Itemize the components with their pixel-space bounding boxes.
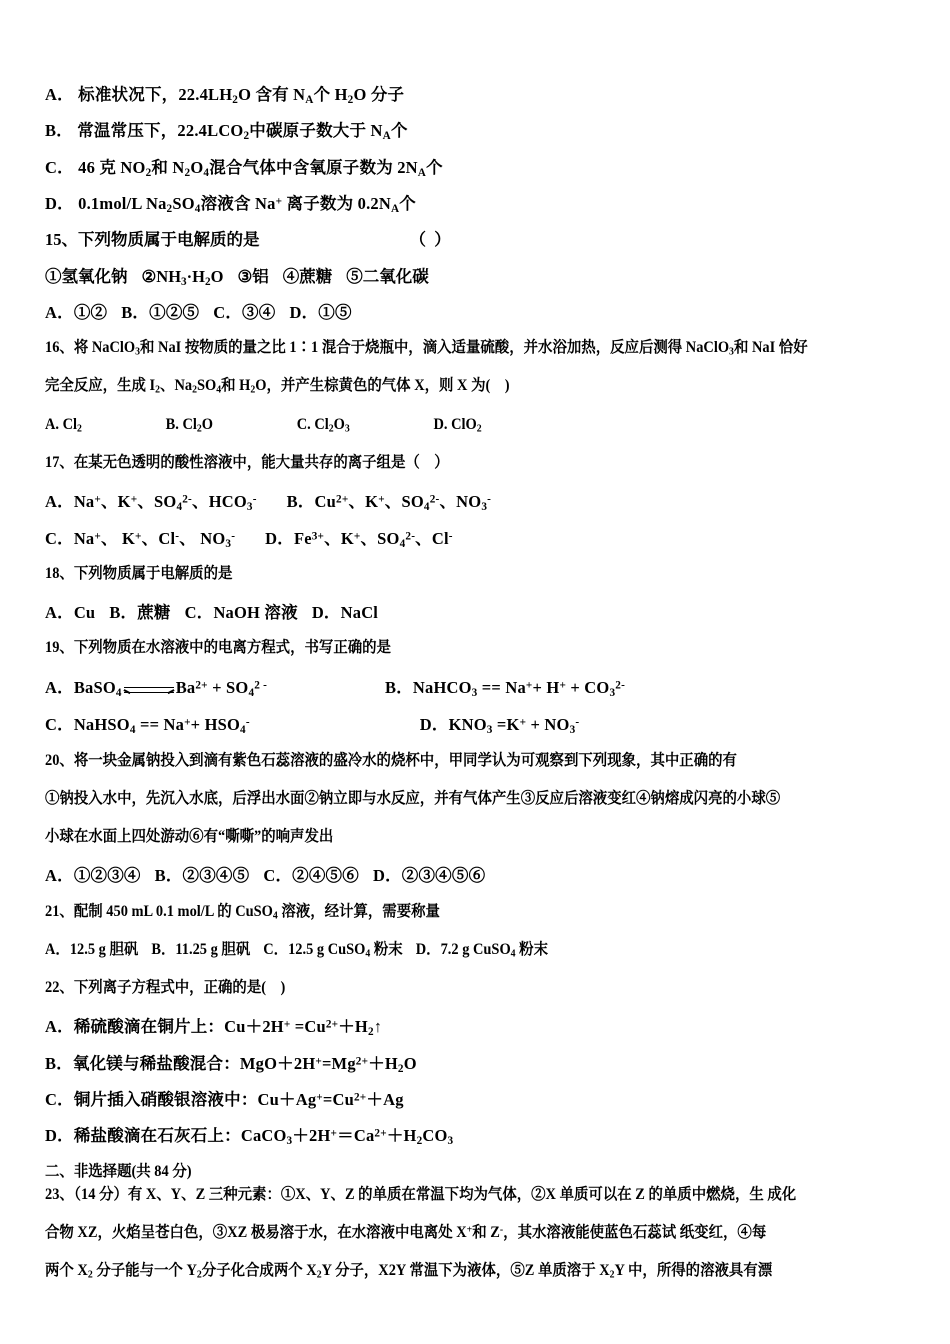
q16-options-row [45,417,854,433]
q19-option-a[interactable]: A．BaSO$_4$ $Ba^{2+} + SO_4^{2 -}$ [45,677,267,699]
q21-option-b[interactable]: B．11.25 g 胆矾 [151,940,251,958]
q19-options-row-1 [45,679,915,697]
q15-substance-list: ①氢氧化钠 $②NH_3\cdot H_2O$ ③铝 ④蔗糖 ⑤二氧化碳 [45,266,429,288]
q14-option-c-label: C． [45,157,74,177]
q14-option-c: C． 46 克 $NO_2$和 $N_2O_4$混合气体中含氧原子数为 $2N_A$个 [45,157,443,179]
q23-stem-line3: 两个 $X_2$ 分子能与一个 $Y_2$分子化合成两个 $X_2Y$ 分子，X2Y 常温下为液体，⑤Z 单质溶于 $X_2Y$ 中，所得的溶液具有漂 [45,1262,773,1282]
q18-option-b[interactable]: B．蔗糖 [109,603,171,623]
q20-option-d[interactable]: D．②③④⑤⑥ [372,866,486,886]
q18-options-row [45,604,915,621]
q22-number: 22、 [45,979,74,997]
gas-evolution-arrow-icon: ↑ [373,1017,383,1037]
q14-option-a: A． 标准状况下，$22.4LH_2O$ 含有 $N_A$个 $H_2O$ 分子 [45,85,405,106]
q22-option-c[interactable]: C．铜片插入硝酸银溶液中：$Cu+Ag^+=Cu^{2+}+Ag$ [45,1090,404,1110]
q17-number: 17、 [45,453,74,471]
q17-stem: 17、在某无色透明的酸性溶液中，能大量共存的离子组是（ ） [45,453,449,471]
q18-stem: 18、下列物质属于电解质的是 [45,564,233,582]
q22-option-a-label: A． [45,1017,74,1037]
q21-options-row [45,942,854,958]
q14-option-d-label: D． [45,193,74,213]
q17-option-d[interactable]: D．$Fe^{3+}$、K+、$SO_4^{2-}$、Cl- [265,528,453,550]
q17-option-b[interactable]: B．$Cu^{2+}$、K+、$SO_4^{2-}$、$NO_3^-$ [286,492,492,514]
q15-option-b[interactable]: B．①②⑤ [121,302,200,322]
q21-option-c[interactable]: C．12.5 g CuSO$_4$ 粉末 [263,940,403,960]
q16-stem-line1: 16、将 NaClO$_3$和 NaI 按物质的量之比 1∶1 混合于烧瓶中，滴入适量硫酸，并水浴加热，反应后测得 NaClO$_3$和 NaI 恰好 [45,339,808,358]
q17-option-c[interactable]: C．Na+、 K+、Cl-、 $NO_3^-$ [45,528,236,550]
q16-option-d[interactable]: D. ClO$_2$ [433,415,482,435]
q19-option-c[interactable]: C．NaHSO$_4$ == $Na^++ HSO_4^-$ [45,715,250,736]
q18-option-d[interactable]: D．NaCl [311,603,379,623]
q22-option-d-label: D． [45,1126,74,1146]
q22-option-d[interactable]: D．稀盐酸滴在石灰石上：$CaCO_3+2H^+=Ca^{2+}+H_2CO_3$ [45,1126,454,1148]
q20-option-c[interactable]: C．②④⑤⑥ [263,866,359,886]
q23-stem-line2: 合物 XZ，火焰呈苍白色，③XZ 极易溶于水，在水溶液中电离处 X+和 Z-，其水溶液能使蓝色石蕊试 纸变红，④每 [45,1224,767,1242]
q23-number: 23、 [45,1185,74,1203]
q21-stem: 21、配制 450 mL 0.1 mol/L 的 CuSO$_4$ 溶液，经计算，需要称量 [45,902,440,922]
q21-number: 21、 [45,902,74,920]
q19-option-d[interactable]: D．$KNO_3 =K^+ + NO_3^-$ [419,715,580,736]
q16-number: 16、 [45,339,74,357]
equilibrium-arrow-icon [122,681,176,698]
q19-option-b[interactable]: B．NaHCO$_3$ == $Na^++ H^+ + CO_3^{2-}$ [385,677,626,699]
q15-option-a[interactable]: A．①② [45,302,108,322]
q20-stem-line2: ①钠投入水中，先沉入水底，后浮出水面②钠立即与水反应，并有气体产生③反应后溶液变红④钠熔成闪亮的小球⑤ [45,789,781,807]
q15-answer-blank[interactable]: （ ） [409,230,451,250]
q22-option-a[interactable]: A．稀硫酸滴在铜片上：$Cu+2H^+ =Cu^{2+}+H_2↑$ [45,1017,383,1039]
q20-options-row [45,867,915,884]
q23-points: （14 分） [73,1185,128,1203]
q22-option-c-label: C． [45,1090,74,1110]
exam-body-column [45,86,915,1302]
q16-stem-line2: 完全反应，生成 $I_2$、$Na_2SO_4$和 $H_2O$，并产生棕黄色的气体 X，则 X 为( ) [45,377,510,397]
q23-stem-line1: 23、（14 分）有 X、Y、Z 三种元素：①X、Y、Z 的单质在常温下均为气体，②X 单质可以在 Z 的单质中燃烧，生 成化 [45,1185,797,1203]
q22-option-b[interactable]: B．氧化镁与稀盐酸混合：$MgO+2H^+=Mg^{2+}+H_2O$ [45,1053,417,1075]
q15-option-c[interactable]: C．③④ [213,302,276,322]
q15-options-row [45,304,915,321]
q14-option-d: D． 0.1mol/L $Na_2SO_4$溶液含 Na+ 离子数为 $0.2N_A$个 [45,193,416,215]
q21-option-a[interactable]: A．12.5 g 胆矾 [45,940,139,958]
q17-option-a[interactable]: A．Na+、K+、$SO_4^{2-}$、$HCO_3^-$ [45,492,257,514]
q19-options-row-2 [45,715,915,736]
q22-option-b-label: B． [45,1053,73,1073]
q20-option-b[interactable]: B．②③④⑤ [154,866,250,886]
q15-stem: 15、下列物质属于电解质的是 （ ） [45,230,451,250]
q20-stem-line3: 小球在水面上四处游动⑥有“嘶嘶”的响声发出 [45,828,334,846]
q15-number: 15、 [45,230,78,250]
section-2-heading: 二、非选择题(共 84 分) [45,1162,192,1180]
q18-option-a[interactable]: A．Cu [45,603,96,623]
q21-option-d[interactable]: D．7.2 g CuSO$_4$ 粉末 [415,940,549,960]
q16-option-a[interactable]: A. $Cl_2$ [45,415,82,435]
q14-option-a-label: A． [45,85,74,104]
q14-option-b-label: B． [45,121,73,141]
q20-number: 20、 [45,751,74,769]
q19-stem: 19、下列物质在水溶液中的电离方程式，书写正确的是 [45,639,391,657]
q18-option-c[interactable]: C．NaOH 溶液 [184,603,298,623]
q16-option-b[interactable]: B. $Cl_2O$ [165,415,213,435]
q14-option-b: B． 常温常压下，$22.4LCO_2$中碳原子数大于 $N_A$个 [45,121,408,143]
q18-number: 18、 [45,564,74,582]
q20-option-a[interactable]: A．①②③④ [45,866,141,886]
q15-option-d[interactable]: D．①⑤ [289,302,352,322]
q16-option-c[interactable]: C. $Cl_2O_3$ [296,415,350,435]
q17-options-row-1 [45,492,915,514]
q19-number: 19、 [45,639,74,657]
q22-stem: 22、下列离子方程式中，正确的是( ) [45,979,286,997]
q17-options-row-2 [45,528,915,550]
q20-stem-line1: 20、将一块金属钠投入到滴有紫色石蕊溶液的盛冷水的烧杯中，甲同学认为可观察到下列现象，其中正确的有 [45,751,737,769]
